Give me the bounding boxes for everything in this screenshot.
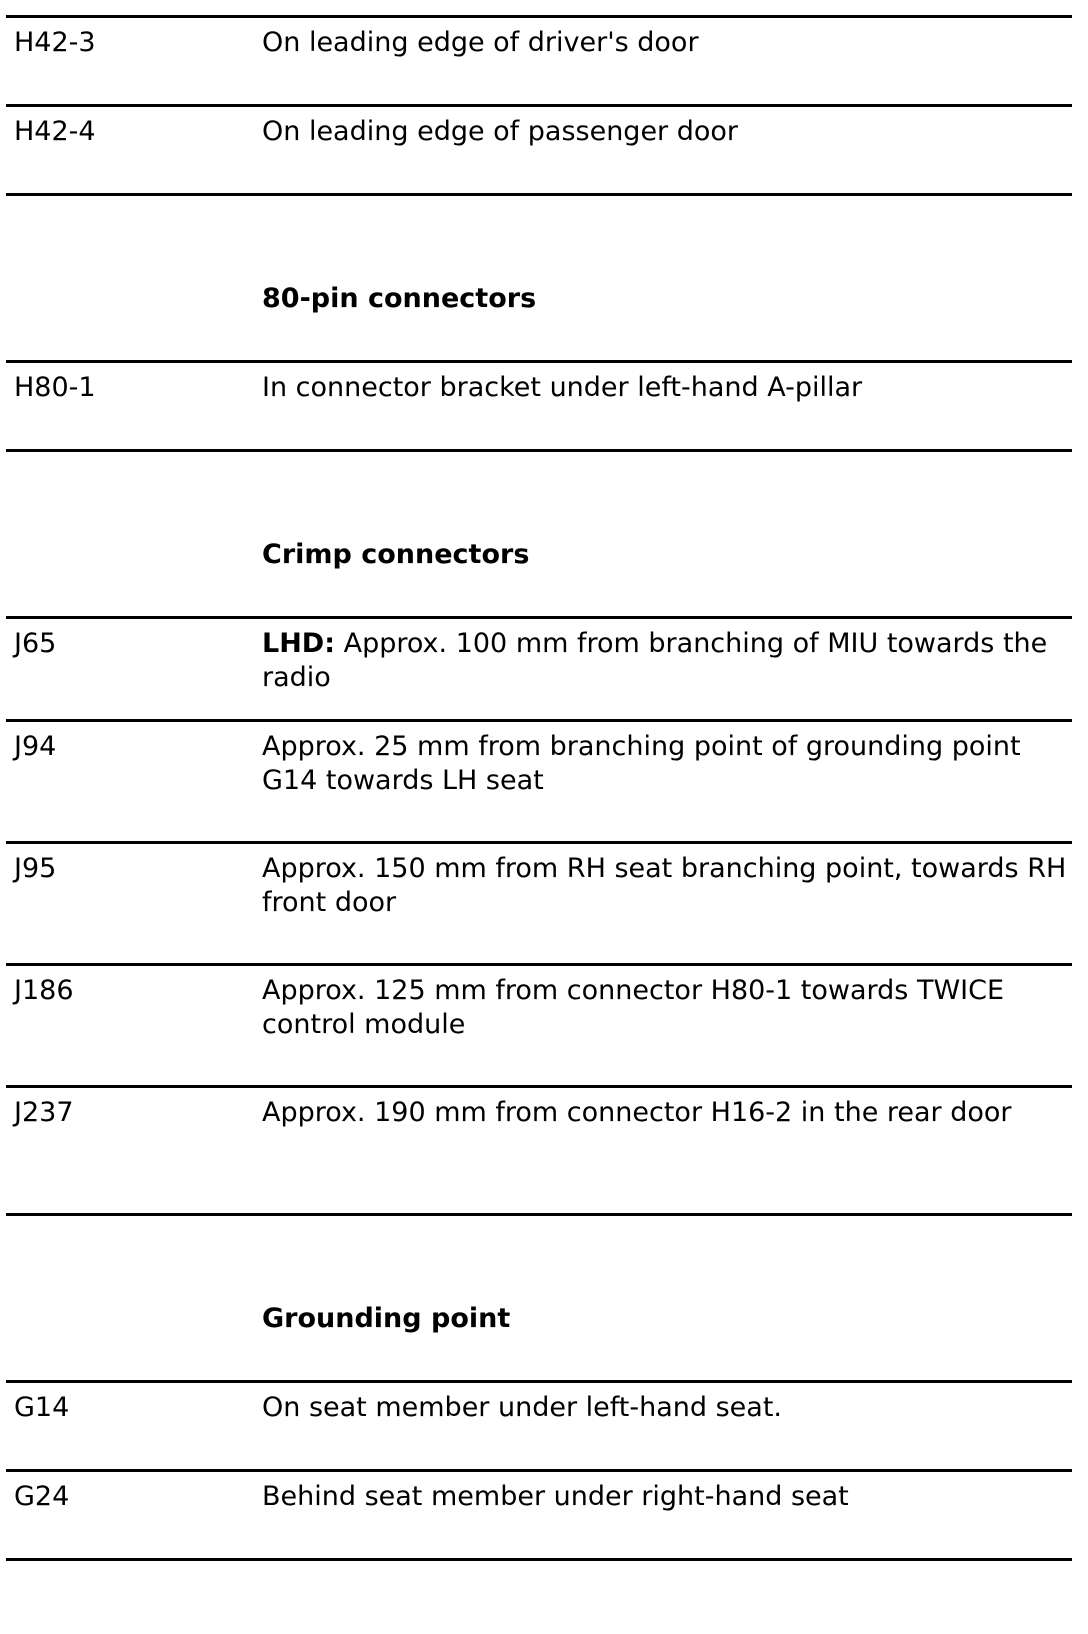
connector-location: Approx. 190 mm from connector H16-2 in the rear door bbox=[262, 1097, 1012, 1128]
row-divider bbox=[6, 360, 1072, 363]
connector-location: Approx. 125 mm from connector H80-1 towards TWICE control module bbox=[262, 975, 1005, 1040]
connector-code: J65 bbox=[14, 628, 57, 659]
connector-code: J94 bbox=[14, 731, 57, 762]
section-heading: Crimp connectors bbox=[262, 539, 530, 570]
row-divider bbox=[6, 1469, 1072, 1472]
row-divider bbox=[6, 841, 1072, 844]
connector-code: H80-1 bbox=[14, 372, 96, 403]
row-divider bbox=[6, 719, 1072, 722]
connector-location: Behind seat member under right-hand seat bbox=[262, 1481, 849, 1512]
row-divider bbox=[6, 1558, 1072, 1561]
row-divider bbox=[6, 15, 1072, 18]
connector-code: G14 bbox=[14, 1392, 70, 1423]
connector-code: H42-4 bbox=[14, 116, 96, 147]
row-divider bbox=[6, 1213, 1072, 1216]
connector-location: On seat member under left-hand seat. bbox=[262, 1392, 783, 1423]
row-divider bbox=[6, 193, 1072, 196]
connector-location: On leading edge of driver's door bbox=[262, 27, 699, 58]
connector-location bbox=[262, 627, 1072, 695]
section-heading: Grounding point bbox=[262, 1303, 511, 1334]
connector-code: J237 bbox=[14, 1097, 74, 1128]
row-divider bbox=[6, 1085, 1072, 1088]
connector-code: J95 bbox=[14, 853, 57, 884]
connector-location: Approx. 150 mm from RH seat branching point, towards RH front door bbox=[262, 853, 1067, 918]
connector-location: On leading edge of passenger door bbox=[262, 116, 739, 147]
row-divider bbox=[6, 616, 1072, 619]
connector-location: In connector bracket under left-hand A-pillar bbox=[262, 372, 863, 403]
row-divider bbox=[6, 104, 1072, 107]
row-divider bbox=[6, 1380, 1072, 1383]
row-divider bbox=[6, 963, 1072, 966]
connector-location: Approx. 25 mm from branching point of grounding point G14 towards LH seat bbox=[262, 731, 1021, 796]
lhd-prefix: LHD: bbox=[262, 628, 336, 659]
section-heading: 80-pin connectors bbox=[262, 283, 537, 314]
connector-code: G24 bbox=[14, 1481, 70, 1512]
row-divider bbox=[6, 449, 1072, 452]
connector-code: J186 bbox=[14, 975, 74, 1006]
connector-code: H42-3 bbox=[14, 27, 96, 58]
connector-location-text: Approx. 100 mm from branching of MIU towards the radio bbox=[262, 628, 1048, 693]
